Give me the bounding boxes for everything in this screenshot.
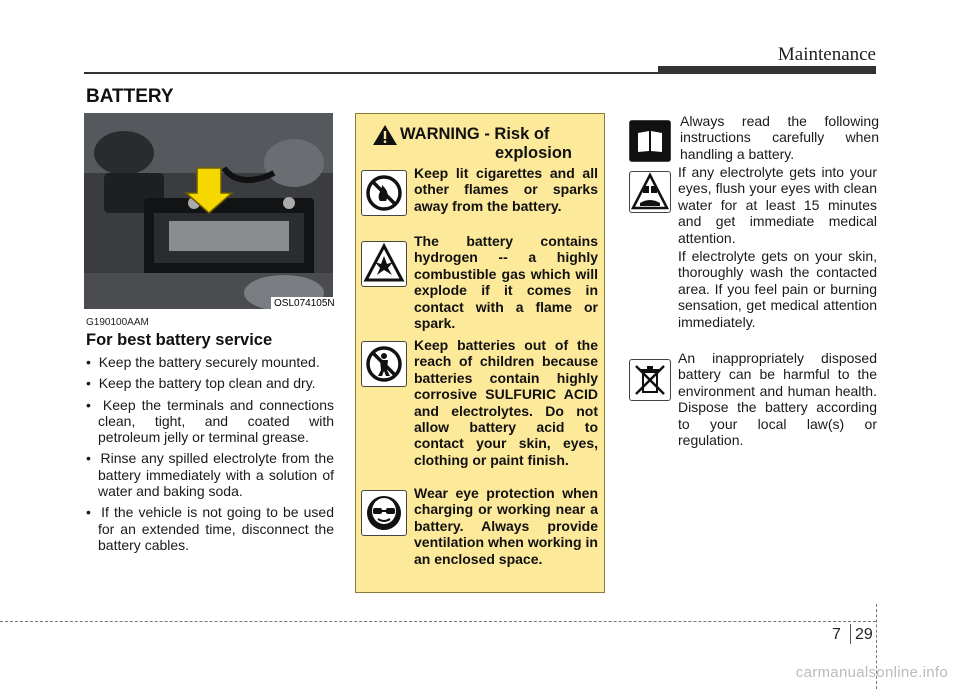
list-item: • Keep the battery securely mounted.	[86, 354, 334, 370]
corrosive-hazard-icon	[629, 171, 671, 213]
section-title: BATTERY	[86, 86, 174, 107]
no-trash-bin-icon	[629, 359, 671, 401]
right-paragraph: An inappropriately disposed battery can be harmful to the environment and human health. Dispose the battery according to your local law(s) or regulation.	[678, 350, 877, 449]
list-item: • Rinse any spilled electrolyte from the battery immediately with a solution of water and baking soda.	[86, 450, 334, 499]
warning-item: The battery contains hydrogen -- a highly combustible gas which will explode if it comes in contact with a flame or spark.	[414, 233, 598, 332]
header-title: Maintenance	[777, 44, 876, 65]
keep-away-children-icon	[361, 341, 407, 387]
right-paragraph: If any electrolyte gets into your eyes, flush your eyes with clean water for at least 15 minutes and get immediate medical attention.	[678, 164, 877, 246]
warning-item: Wear eye protection when charging or working near a battery. Always provide ventilation when working in an enclosed space.	[414, 485, 598, 567]
watermark: carmanualsonline.info	[795, 664, 948, 681]
warning-item: Keep batteries out of the reach of children because batteries contain highly corrosive SULFURIC ACID and electrolytes. Do not allow battery acid to contact your skin, eyes, clothing or paint finish.	[414, 337, 598, 468]
footer-rule	[0, 621, 876, 622]
battery-care-list	[86, 354, 334, 558]
list-item: • Keep the terminals and connections clean, tight, and coated with petroleum jelly or terminal grease.	[86, 397, 334, 446]
list-item: • Keep the battery top clean and dry.	[86, 375, 334, 391]
list-item: • If the vehicle is not going to be used for an extended time, disconnect the battery cables.	[86, 504, 334, 553]
chapter-number: 7	[832, 626, 841, 643]
header-rule-accent	[658, 66, 876, 74]
left-heading: For best battery service	[86, 331, 273, 349]
manual-book-icon	[629, 120, 671, 162]
photo-code: OSL074105N	[271, 297, 338, 310]
battery-photo	[84, 113, 333, 309]
warning-item: Keep lit cigarettes and all other flames or sparks away from the battery.	[414, 165, 598, 214]
page-separator	[850, 624, 851, 644]
warning-title-line2: explosion	[495, 144, 573, 162]
warning-triangle-icon	[372, 124, 398, 146]
page-number: 29	[855, 626, 873, 643]
right-paragraph: If electrolyte gets on your skin, thoroughly wash the contacted area. If you feel pain or burning sensation, get medical attention immediately.	[678, 248, 877, 330]
section-code: G190100AAM	[86, 317, 149, 328]
warning-title	[400, 125, 600, 163]
explosion-hazard-icon	[361, 241, 407, 287]
no-flame-icon	[361, 170, 407, 216]
eye-protection-icon	[361, 490, 407, 536]
warning-title-line1: WARNING - Risk of	[400, 125, 550, 143]
right-paragraph: Always read the following instructions carefully when handling a battery.	[680, 113, 879, 162]
